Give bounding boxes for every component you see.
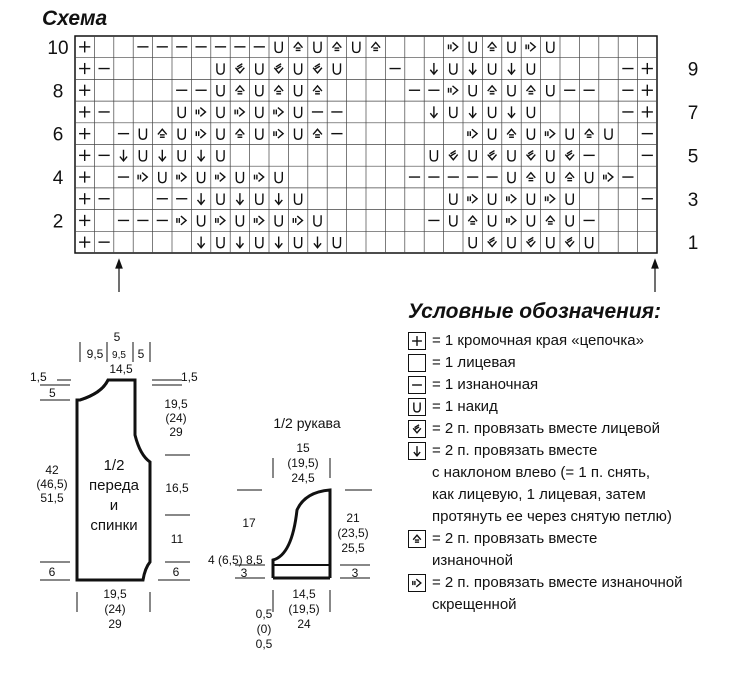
repeat-arrows — [116, 260, 658, 292]
shoulder-left-sub: 5 — [49, 386, 56, 400]
armhole-1: 19,5 — [164, 397, 188, 411]
sleeve-top-3: 24,5 — [291, 471, 315, 485]
ssk-icon — [408, 442, 426, 460]
legend-text: = 1 накид — [432, 398, 498, 415]
length-1: 42 — [45, 463, 59, 477]
sleeve-rib-left: 3 — [240, 566, 248, 580]
legend-item — [408, 418, 753, 440]
legend-list — [408, 330, 753, 616]
sleeve-bottom-small-3: 0,5 — [255, 637, 273, 651]
legend-item — [408, 374, 753, 396]
legend-text: с наклоном влево (= 1 п. снять, — [432, 464, 651, 481]
legend-item — [408, 528, 753, 572]
shoulder-left: 1,5 — [30, 370, 47, 384]
body-label-4: спинки — [90, 517, 138, 534]
yarn-over-icon — [408, 398, 426, 416]
sleeve-schematic — [208, 415, 372, 651]
legend-item — [408, 396, 753, 418]
edge-icon — [408, 332, 426, 350]
yarn-over-icon-legend — [414, 402, 420, 411]
p2tog-tbl-icon-legend — [413, 579, 421, 587]
legend-text: = 1 лицевая — [432, 354, 516, 371]
sleeve-height-1: 21 — [346, 511, 360, 525]
rib-left: 6 — [48, 565, 56, 579]
p2tog-icon — [408, 530, 426, 548]
legend-text: = 1 изнаночная — [432, 376, 539, 393]
chart-title: Схема — [42, 7, 108, 30]
neckline — [80, 380, 108, 400]
row-number-right: 5 — [687, 146, 699, 168]
neck-depth: 14,5 — [109, 362, 133, 376]
legend-text: скрещенной — [432, 596, 517, 613]
p2tog-tbl-icon — [408, 574, 426, 592]
row-number-right: 1 — [687, 233, 699, 255]
width-1: 19,5 — [103, 587, 127, 601]
sleeve-rib-right: 3 — [351, 566, 359, 580]
row-number-left: 6 — [52, 124, 64, 146]
purl-icon — [408, 376, 426, 394]
width-3: 29 — [108, 617, 122, 631]
row-number-left: 4 — [52, 168, 64, 190]
legend-item — [408, 330, 753, 352]
side-upper: 16,5 — [165, 481, 189, 495]
p2tog-icon-legend — [413, 535, 421, 542]
legend-text: = 2 п. провязать вместе — [432, 530, 598, 547]
row-number-left: 2 — [52, 211, 64, 233]
top-dim-2: 9,5 — [112, 350, 126, 361]
body-label-1: 1/2 — [103, 457, 125, 474]
row-number-right: 9 — [687, 59, 699, 81]
body-label-2: переда — [89, 477, 139, 494]
top-five: 5 — [113, 330, 121, 344]
legend-text: = 2 п. провязать вместе — [432, 442, 598, 459]
top-dim-3: 5 — [137, 347, 145, 361]
legend — [408, 300, 753, 616]
k2tog-icon — [408, 420, 426, 438]
rib-right: 6 — [172, 565, 180, 579]
sleeve-top-2: (19,5) — [287, 456, 319, 470]
knit-icon — [408, 354, 426, 372]
row-number-right: 3 — [687, 189, 699, 211]
legend-item — [408, 572, 753, 616]
legend-text: = 1 кромочная края «цепочка» — [432, 332, 644, 349]
width-2: (24) — [104, 602, 126, 616]
sleeve-top-1: 15 — [296, 441, 310, 455]
sleeve-title: 1/2 рукава — [273, 415, 341, 431]
sleeve-cuff-left: 4 (6,5) 8,5 — [208, 553, 263, 567]
knitting-chart — [75, 36, 657, 253]
top-dim-1: 9,5 — [86, 347, 104, 361]
sleeve-bottom-small-1: 0,5 — [255, 607, 273, 621]
shoulder-right: 1,5 — [181, 370, 198, 384]
armhole-2: (24) — [165, 411, 187, 425]
armhole-3: 29 — [169, 425, 183, 439]
legend-item — [408, 352, 753, 374]
body-schematic — [30, 330, 198, 631]
legend-text: = 2 п. провязать вместе лицевой — [432, 420, 660, 437]
ssk-icon-legend — [414, 446, 420, 456]
row-number-left: 10 — [47, 37, 69, 59]
sleeve-bottom-1: 14,5 — [292, 587, 316, 601]
side-lower: 11 — [170, 532, 184, 546]
legend-text: изнаночной — [432, 552, 513, 569]
length-3: 51,5 — [40, 491, 64, 505]
sleeve-height-3: 25,5 — [341, 541, 365, 555]
sleeve-bottom-3: 24 — [297, 617, 311, 631]
body-label-3: и — [109, 497, 119, 514]
legend-item — [408, 440, 753, 528]
legend-text: протянуть ее через снятую петлю) — [432, 508, 672, 525]
legend-text: как лицевую, 1 лицевая, затем — [432, 486, 646, 503]
sleeve-bottom-small-2: (0) — [256, 622, 272, 636]
legend-text: = 2 п. провязать вместе изнаночной — [432, 574, 683, 591]
sleeve-cap-height: 17 — [242, 516, 256, 530]
row-number-left: 8 — [52, 81, 64, 103]
sleeve-bottom-2: (19,5) — [288, 602, 320, 616]
k2tog-icon-legend — [413, 425, 421, 433]
row-number-right: 7 — [687, 102, 699, 124]
sleeve-height-2: (23,5) — [337, 526, 369, 540]
edge-icon-legend — [412, 336, 422, 346]
legend-title: Условные обозначения: — [408, 300, 662, 323]
length-2: (46,5) — [36, 477, 68, 491]
